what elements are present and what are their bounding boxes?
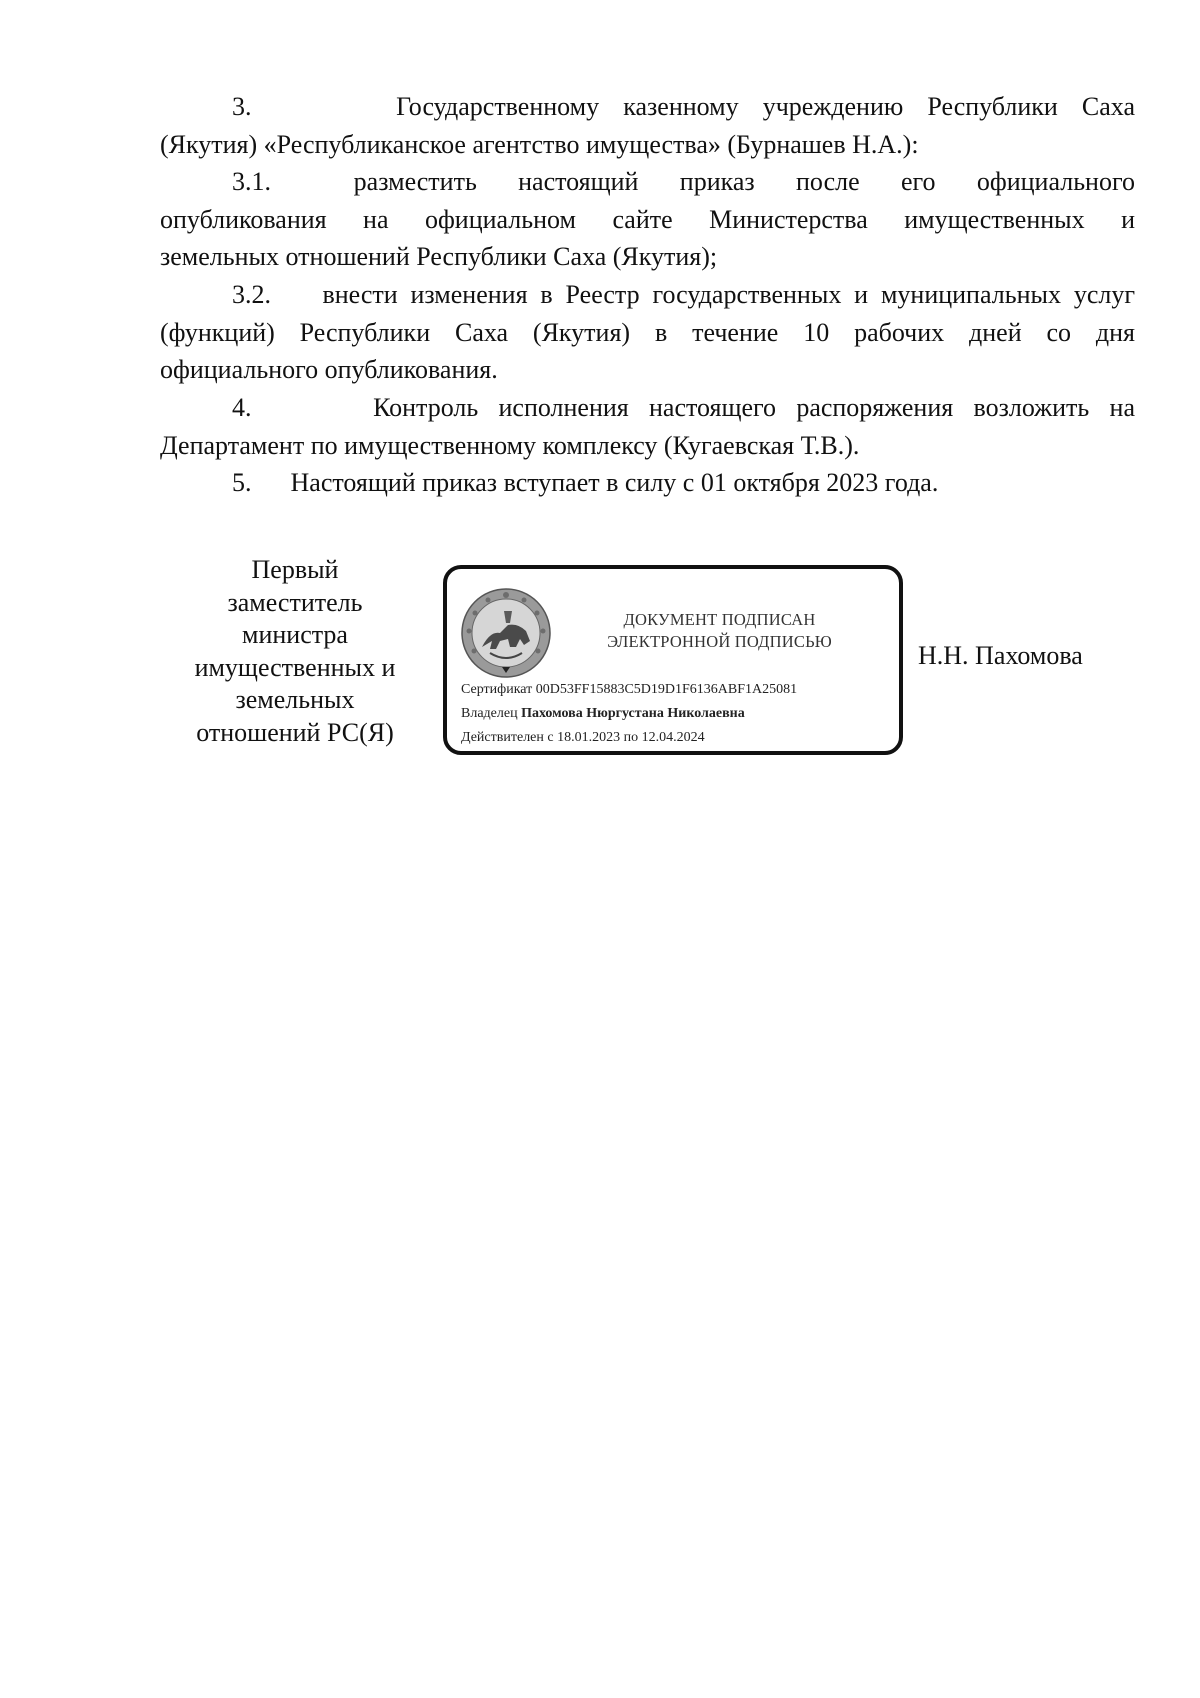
valid-to-date: 12.04.2024 [641, 730, 705, 745]
stamp-title-line: ЭЛЕКТРОННОЙ ПОДПИСЬЮ [607, 632, 832, 651]
valid-label: Действителен [461, 730, 544, 745]
certificate-row [461, 681, 797, 699]
paragraph-3-2 [160, 276, 1135, 389]
stamp-title [567, 609, 872, 653]
paragraph-3 [160, 88, 1135, 163]
owner-label: Владелец [461, 706, 518, 721]
paragraph-line: 5. Настоящий приказ вступает в силу с 01 октября 2023 года. [232, 468, 939, 497]
paragraph-5 [160, 464, 1135, 502]
paragraph-line: официального опубликования. [160, 355, 498, 384]
signer-name: Н.Н. Пахомова [918, 641, 1083, 670]
position-line: министра [242, 620, 348, 649]
paragraph-line: (функций) Республики Саха (Якутия) в течение 10 рабочих дней со дня [160, 317, 1135, 347]
position-line: заместитель [227, 587, 363, 617]
paragraph-3-1 [160, 163, 1135, 276]
paragraph-line: опубликования на официальном сайте Министерства имущественных и [160, 204, 1135, 234]
certificate-label: Сертификат [461, 682, 533, 697]
owner-value: Пахомова Нюргустана Николаевна [521, 706, 745, 721]
electronic-signature-stamp [443, 565, 903, 755]
validity-row [461, 729, 705, 747]
signatory-position [170, 554, 420, 749]
paragraph-4 [160, 389, 1135, 464]
paragraph-line: 4. Контроль исполнения настоящего распоряжения возложить на [232, 393, 1135, 422]
paragraph-line: Департамент по имущественному комплексу (Кугаевская Т.В.). [160, 430, 860, 460]
certificate-value: 00D53FF15883C5D19D1F6136ABF1A25081 [535, 682, 798, 697]
paragraph-line: (Якутия) «Республиканское агентство имущества» (Бурнашев Н.А.): [160, 129, 919, 159]
paragraph-line: 3. Государственному казенному учреждению Республики Саха [232, 92, 1135, 121]
valid-to-prefix: по [623, 730, 639, 745]
paragraph-line: земельных отношений Республики Саха (Якутия); [160, 242, 718, 271]
valid-from-date: 18.01.2023 [557, 730, 621, 745]
position-line: Первый [251, 555, 339, 584]
position-line: имущественных и [194, 652, 396, 682]
paragraph-line: 3.2. внести изменения в Реестр государственных и муниципальных услуг [232, 280, 1135, 309]
stamp-title-line: ДОКУМЕНТ ПОДПИСАН [623, 610, 816, 629]
position-line: земельных [235, 685, 355, 714]
paragraph-line: 3.1. разместить настоящий приказ после его официального [232, 167, 1135, 196]
position-line: отношений РС(Я) [196, 717, 394, 747]
coat-of-arms-emblem-icon [460, 587, 552, 679]
valid-from-prefix: с [547, 730, 554, 745]
owner-row [461, 705, 745, 723]
